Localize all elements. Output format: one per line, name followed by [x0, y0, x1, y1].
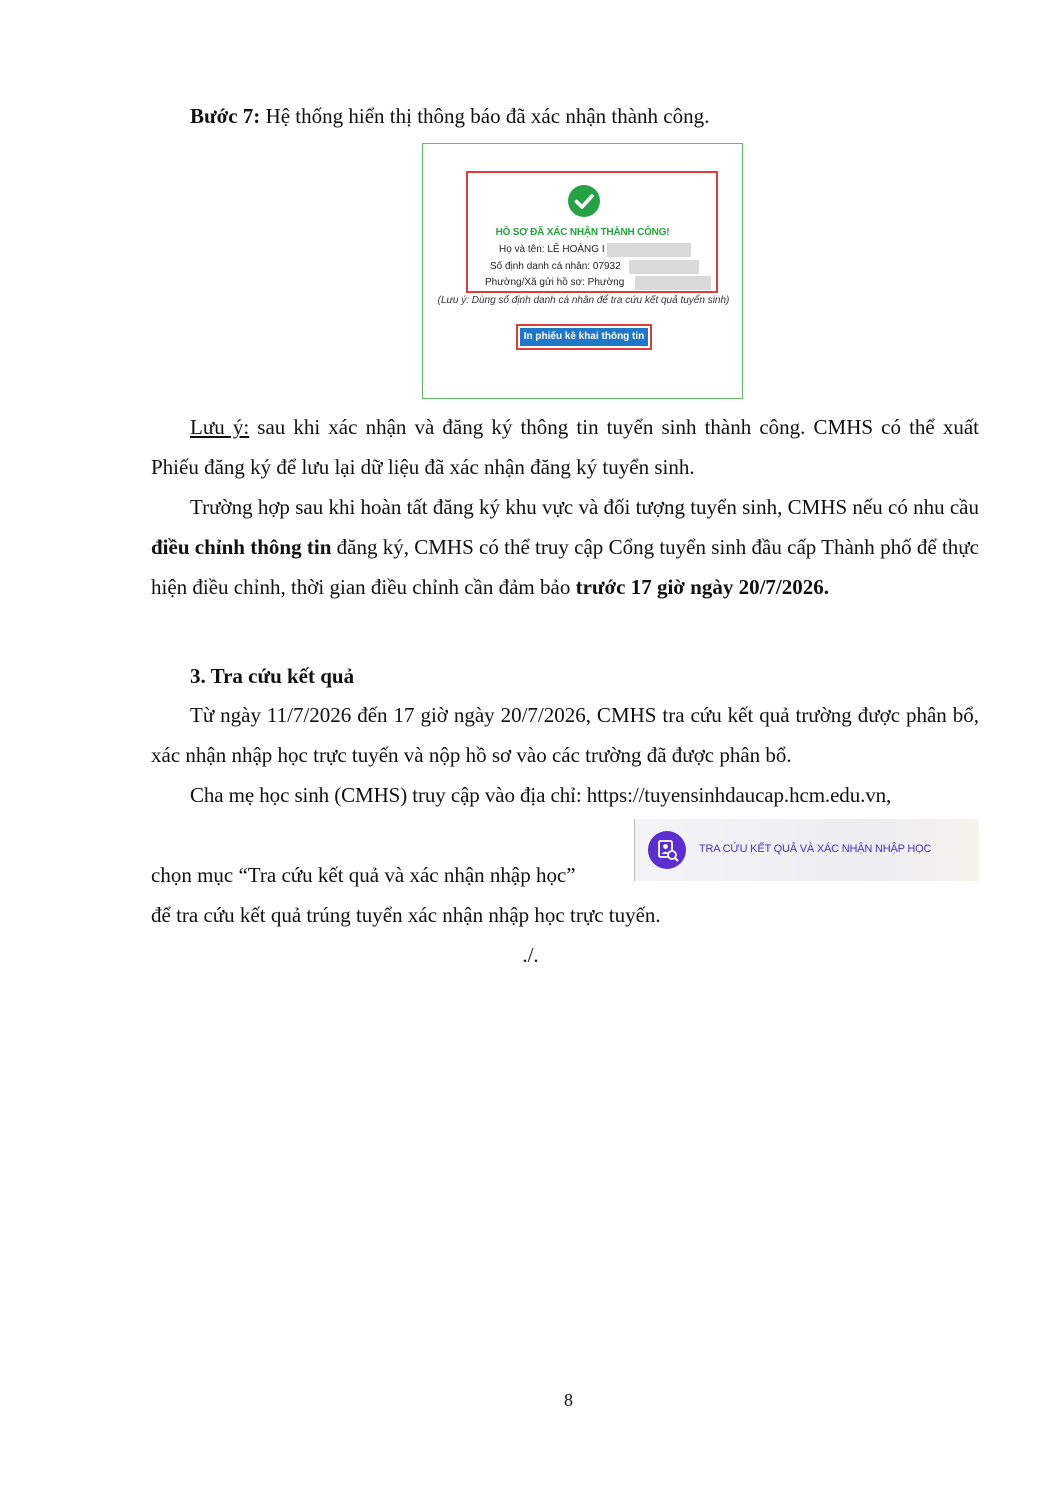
lookup-button-label: TRA CỨU KẾT QUẢ VÀ XÁC NHẬN NHẬP HỌC [699, 843, 932, 855]
adjust-text-2: đăng ký, CMHS có thể truy cập Cổng tuyển sinh đầu cấp Thành phố để thực hiện điều chỉnh, thời gian điều chỉnh cần đảm bảo [151, 535, 979, 599]
name-line: Họ và tên: LÊ HOÀNG I [499, 244, 605, 255]
success-screenshot [422, 143, 743, 399]
section3-para1: Từ ngày 11/7/2026 đến 17 giờ ngày 20/7/2026, CMHS tra cứu kết quả trường được phân bổ, xác nhận nhập học trực tuyến và nộp hồ sơ vào các trường đã được phân bổ. [151, 703, 979, 767]
id-line: Số định danh cá nhân: 07932 [490, 261, 621, 272]
step7-paragraph [151, 96, 979, 136]
profile-search-icon [648, 831, 686, 869]
adjust-bold-1: điều chỉnh thông tin [151, 535, 332, 559]
lookup-result-button[interactable] [634, 819, 979, 881]
end-mark: ./. [522, 943, 539, 967]
redaction [607, 243, 691, 257]
step7-label: Bước 7: [190, 104, 261, 128]
section3-para3: chọn mục “Tra cứu kết quả và xác nhận nhập học” [151, 863, 576, 887]
adjust-bold-2: trước 17 giờ ngày 20/7/2026. [575, 575, 830, 599]
lookup-note: (Lưu ý: Dùng số định danh cá nhân để tra cứu kết quả tuyển sinh) [437, 295, 730, 306]
print-button-highlight [516, 324, 652, 350]
section3-heading: 3. Tra cứu kết quả [190, 664, 355, 688]
adjust-paragraph [151, 487, 979, 607]
step7-text: Hệ thống hiển thị thông báo đã xác nhận thành công. [260, 104, 710, 128]
section-heading [151, 656, 979, 696]
adjust-text-1: Trường hợp sau khi hoàn tất đăng ký khu vực và đối tượng tuyển sinh, CMHS nếu có nhu cầu [190, 495, 979, 519]
ward-line: Phường/Xã gửi hồ sơ: Phường [485, 277, 625, 288]
check-circle-icon [568, 185, 600, 217]
note-paragraph [151, 407, 979, 487]
print-form-button[interactable]: In phiếu kê khai thông tin [520, 328, 648, 346]
success-title: HỒ SƠ ĐÃ XÁC NHẬN THÀNH CÔNG! [495, 227, 670, 238]
note-label: Lưu ý: [190, 415, 250, 439]
redaction [629, 260, 699, 274]
page-number: 8 [564, 1390, 573, 1410]
redaction [635, 276, 711, 290]
section3-para2: Cha mẹ học sinh (CMHS) truy cập vào địa chỉ: https://tuyensinhdaucap.hcm.edu.vn, [190, 783, 892, 807]
note-text: sau khi xác nhận và đăng ký thông tin tuyển sinh thành công. CMHS có thể xuất Phiếu đăng ký để lưu lại dữ liệu đã xác nhận đăng ký tuyển sinh. [151, 415, 979, 479]
section3-para4: để tra cứu kết quả trúng tuyển xác nhận nhập học trực tuyến. [151, 903, 661, 927]
